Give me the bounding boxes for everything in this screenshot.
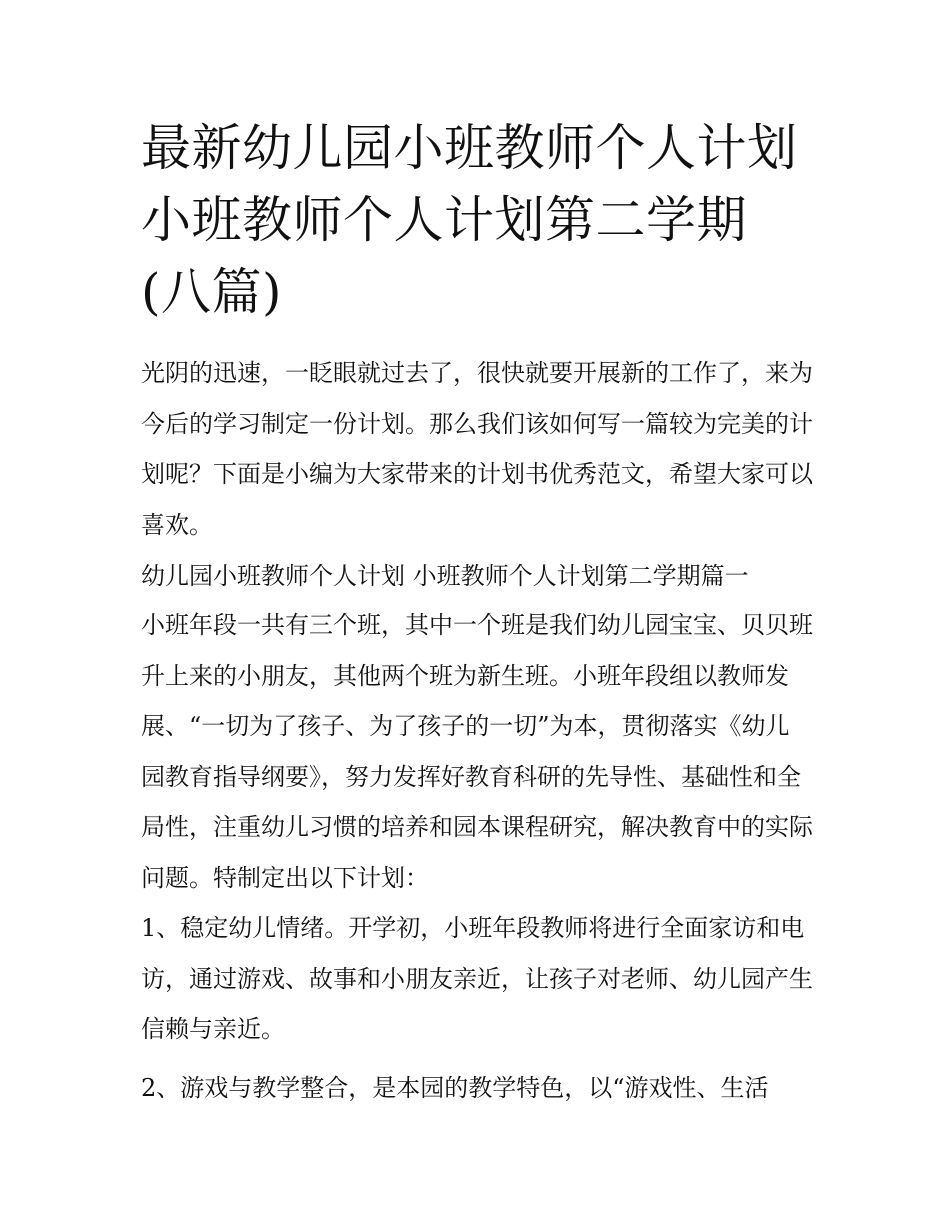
- list-item: 2、游戏与教学整合，是本园的教学特色，以“游戏性、生活: [141, 1073, 769, 1102]
- section-heading: 幼儿园小班教师个人计划 小班教师个人计划第二学期篇一: [141, 562, 749, 590]
- document-page: [141, 112, 813, 1113]
- intro-paragraph: 光阴的迅速，一眨眼就过去了，很快就要开展新的工作了，来为今后的学习制定一份计划。那么我们该如何写一篇较为完美的计划呢？下面是小编为大家带来的计划书优秀范文，希望大家可以喜欢。: [141, 359, 813, 539]
- section-paragraph: 小班年段一共有三个班，其中一个班是我们幼儿园宝宝、贝贝班升上来的小朋友，其他两个班为新生班。小班年段组以教师发展、“一切为了孩子、为了孩子的一切”为本，贯彻落实《幼儿园教育指导纲要》，努力发挥好教育科研的先导性、基础性和全局性，注重幼儿习惯的培养和园本课程研究，解决教育中的实际问题。特制定出以下计划：: [141, 611, 813, 892]
- list-item: 1、稳定幼儿情绪。开学初，小班年段教师将进行全面家访和电访，通过游戏、故事和小朋友亲近，让孩子对老师、幼儿园产生信赖与亲近。: [141, 914, 813, 1043]
- document-title: 最新幼儿园小班教师个人计划 小班教师个人计划第二学期(八篇): [141, 119, 798, 321]
